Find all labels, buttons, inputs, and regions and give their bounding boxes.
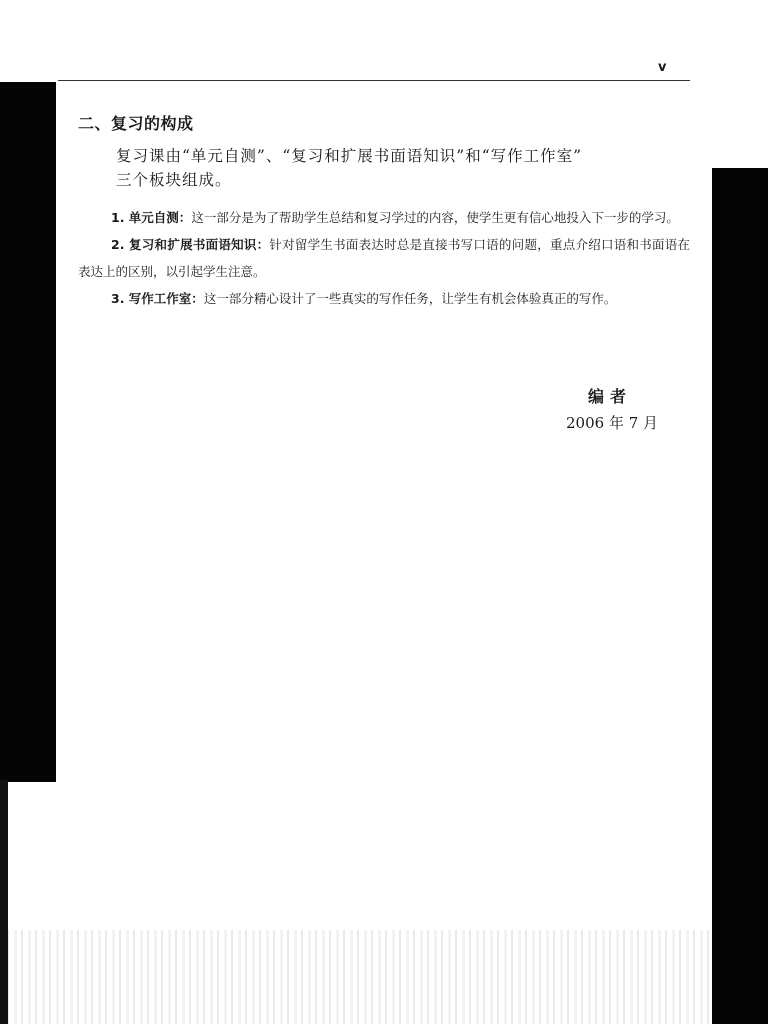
item-lead: 3. 写作工作室：: [111, 291, 204, 306]
item-text: 针对留学生书面表达时总是直接书写口语的问题，重点介绍口语和书面语在表达上的区别，以引起学生注意。: [78, 237, 690, 279]
page-content: [78, 112, 690, 312]
section-intro: [78, 144, 690, 192]
item-text: 这一部分精心设计了一些真实的写作任务，让学生有机会体验真正的写作。: [203, 291, 617, 306]
item-lead: 1. 单元自测：: [111, 210, 192, 225]
header-rule: [58, 80, 690, 81]
list-item-writing-studio: [78, 285, 690, 312]
intro-line-2: 三个板块组成。: [116, 171, 232, 189]
list-item-written-language: [78, 231, 690, 285]
scan-border-left: [0, 82, 56, 782]
item-lead: 2. 复习和扩展书面语知识：: [111, 237, 270, 252]
page-number: v: [658, 60, 667, 75]
signature-author: 编者: [588, 387, 633, 406]
item-text: 这一部分是为了帮助学生总结和复习学过的内容，使学生更有信心地投入下一步的学习。: [191, 210, 679, 225]
signature-date: 2006 年 7 月: [566, 414, 659, 432]
intro-line-1: 复习课由“单元自测”、“复习和扩展书面语知识”和“写作工作室”: [116, 147, 583, 165]
list-item-unit-test: [78, 204, 690, 231]
section-heading: 二、复习的构成: [78, 114, 194, 133]
scan-border-right: [712, 168, 768, 1024]
scan-noise-bottom: [0, 930, 712, 1024]
